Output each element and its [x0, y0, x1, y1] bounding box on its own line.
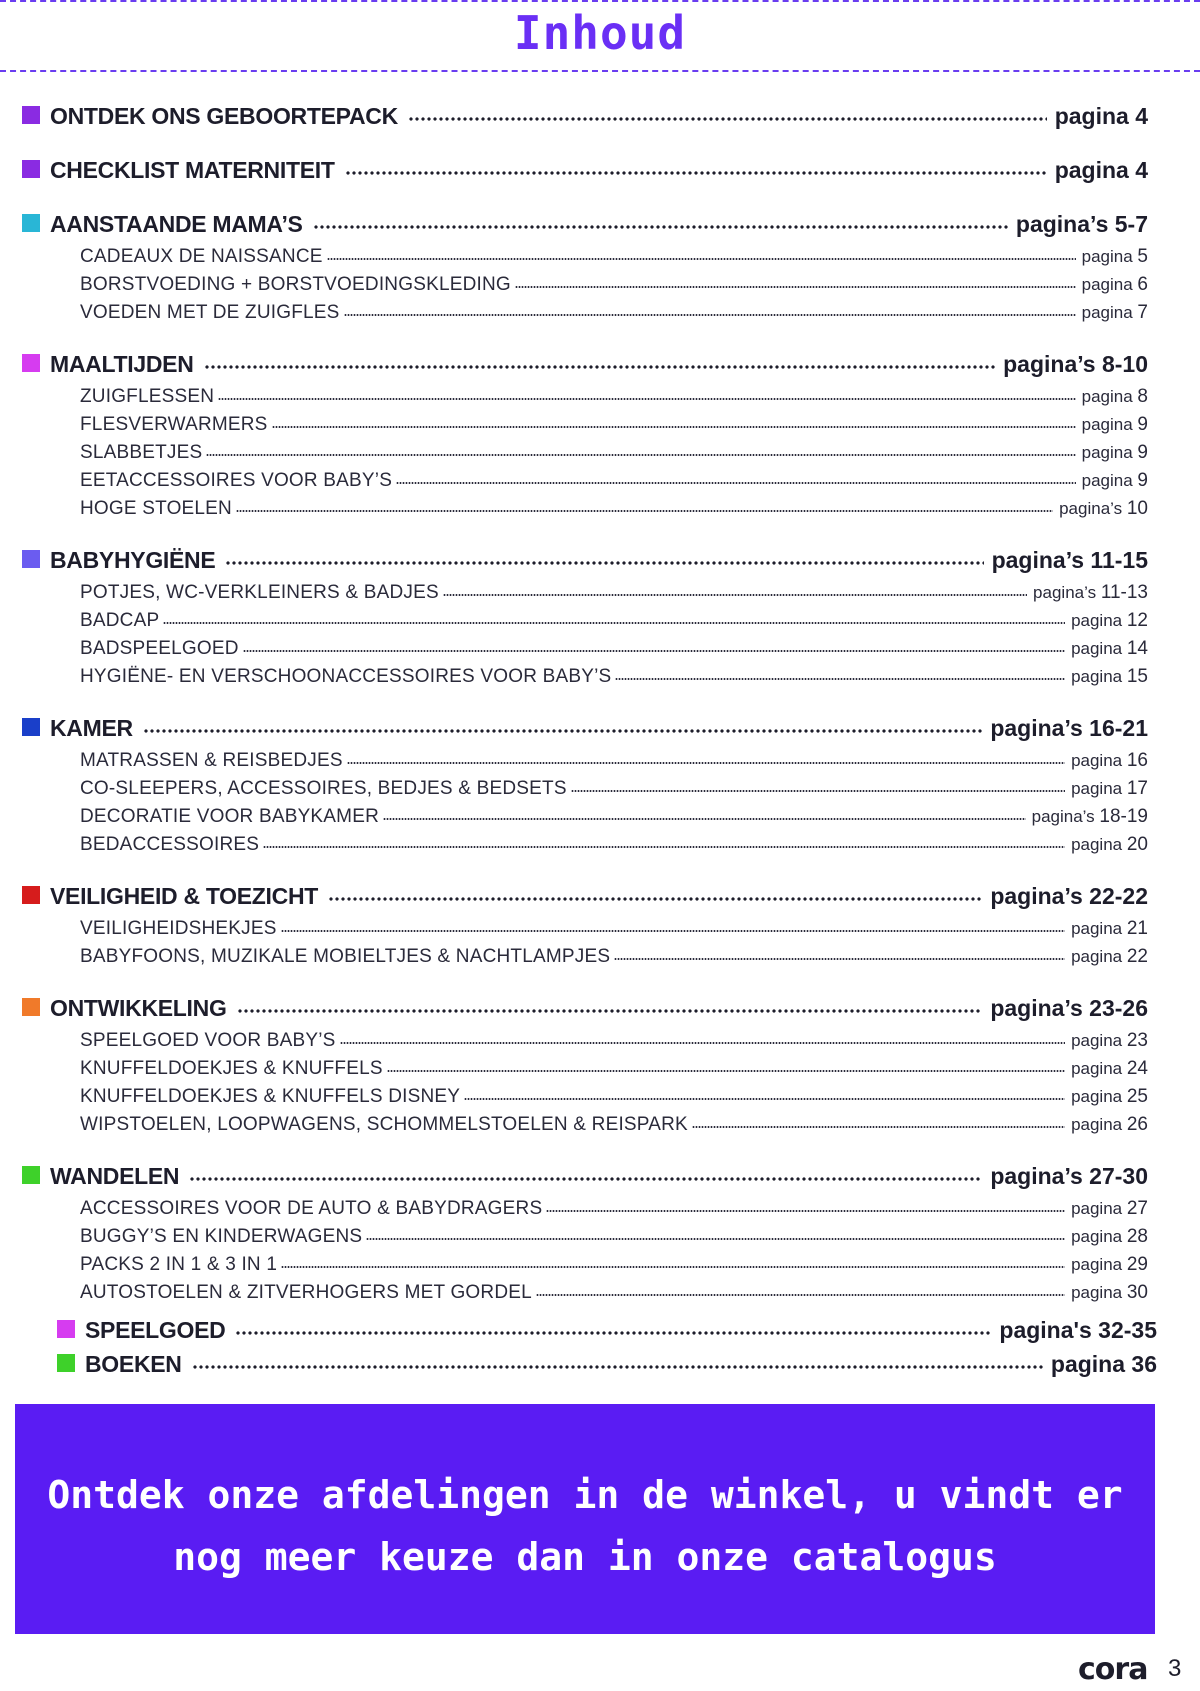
page-label: pagina: [1081, 415, 1133, 434]
section-gap: [0, 1136, 1200, 1160]
page-number-value: 26: [1126, 1114, 1148, 1135]
subsection-page: [1032, 806, 1148, 828]
subsection-page: [1071, 834, 1148, 856]
dot-leader: [344, 313, 1076, 317]
subsection-page: [1033, 582, 1148, 604]
subsection-title: BUGGY’S EN KINDERWAGENS: [80, 1226, 363, 1247]
page-label: pagina: [1071, 751, 1123, 770]
subsection-page: [1071, 1058, 1148, 1080]
subsection-title: VEILIGHEIDSHEKJES: [80, 918, 277, 939]
subsection-list: [0, 380, 1200, 520]
page-label: pagina: [1071, 667, 1123, 686]
dot-leader: [263, 845, 1065, 849]
page-number-value: 30: [1126, 1282, 1148, 1303]
subsection-list: [0, 576, 1200, 688]
subsection-page: [1071, 666, 1148, 688]
subsection-list: [0, 1024, 1200, 1136]
dot-leader: [218, 397, 1075, 401]
subsection-title: BADCAP: [80, 610, 160, 631]
section-square-icon: [22, 106, 40, 124]
subsection-title: MATRASSEN & REISBEDJES: [80, 750, 343, 771]
dot-leader: [236, 509, 1053, 513]
banner-line-1: Ontdek onze afdelingen in de winkel, u vindt er: [47, 1473, 1123, 1517]
cora-logo: cora: [1078, 1652, 1148, 1687]
banner-text: [15, 1464, 1155, 1588]
extra-section-row: [57, 1344, 1157, 1378]
subsection-row: [80, 604, 1148, 632]
subsection-title: VOEDEN MET DE ZUIGFLES: [80, 302, 340, 323]
subsection-title: SLABBETJES: [80, 442, 203, 463]
subsection-page: [1082, 386, 1148, 408]
page-number-value: 24: [1126, 1058, 1148, 1079]
subsection-title: KNUFFELDOEKJES & KNUFFELS: [80, 1058, 383, 1079]
section-title: AANSTAANDE MAMA’S: [50, 211, 303, 237]
subsection-title: POTJES, WC-VERKLEINERS & BADJES: [80, 582, 439, 603]
page-number-value: 9: [1137, 414, 1148, 435]
page-label: pagina: [1071, 947, 1123, 966]
subsection-row: [80, 436, 1148, 464]
page-title: Inhoud: [513, 6, 687, 60]
section-heading-row: [22, 208, 1148, 238]
subsection-row: [80, 464, 1148, 492]
dot-leader: [615, 677, 1065, 681]
subsection-title: WIPSTOELEN, LOOPWAGENS, SCHOMMELSTOELEN & REISPARK: [80, 1114, 688, 1135]
section-gap: [0, 856, 1200, 880]
section-square-icon: [22, 354, 40, 372]
page-label: pagina: [1081, 275, 1133, 294]
subsection-page: [1071, 778, 1148, 800]
subsection-row: [80, 1108, 1148, 1136]
page-number-value: 16: [1126, 750, 1148, 771]
section-gap: [0, 688, 1200, 712]
section-title: ONTWIKKELING: [50, 995, 227, 1021]
subsection-list: [0, 912, 1200, 968]
page-label: pagina: [1071, 1115, 1123, 1134]
subsection-title: PACKS 2 IN 1 & 3 IN 1: [80, 1254, 278, 1275]
subsection-page: [1071, 1198, 1148, 1220]
page-label: pagina: [1071, 1199, 1123, 1218]
page-number: 3: [1168, 1655, 1182, 1682]
section-heading-row: [22, 880, 1148, 910]
subsection-title: FLESVERWARMERS: [80, 414, 268, 435]
page-label: pagina: [1071, 835, 1123, 854]
dot-leader: [225, 560, 983, 566]
subsection-row: [80, 800, 1148, 828]
page-label: pagina: [1081, 471, 1133, 490]
page-number-value: 28: [1126, 1226, 1148, 1247]
page-label: pagina’s: [1031, 807, 1095, 826]
section-page: pagina 4: [1054, 103, 1148, 129]
subsection-page: [1082, 414, 1148, 436]
section-title: KAMER: [50, 715, 133, 741]
section-square-icon: [22, 886, 40, 904]
dot-leader: [243, 649, 1065, 653]
subsection-title: SPEELGOED VOOR BABY’S: [80, 1030, 336, 1051]
page-number-value: 17: [1126, 778, 1148, 799]
promo-banner: [15, 1404, 1155, 1634]
subsection-page: [1071, 638, 1148, 660]
subsection-list: [0, 1192, 1200, 1304]
toc-section: [0, 544, 1200, 688]
subsection-row: [80, 1276, 1148, 1304]
section-heading-row: [22, 100, 1148, 130]
header: [0, 0, 1200, 72]
page-number-value: 25: [1126, 1086, 1148, 1107]
page-number-value: 12: [1126, 610, 1148, 631]
subsection-page: [1082, 246, 1148, 268]
section-square-icon: [22, 718, 40, 736]
dot-leader: [396, 481, 1076, 485]
toc-section: [0, 154, 1200, 184]
page-label: pagina: [1071, 1059, 1123, 1078]
dot-leader: [443, 593, 1027, 597]
dot-leader: [571, 789, 1065, 793]
subsection-row: [80, 744, 1148, 772]
page-number-value: 9: [1137, 470, 1148, 491]
subsection-row: [80, 296, 1148, 324]
section-gap: [0, 184, 1200, 208]
section-square-icon: [22, 998, 40, 1016]
subsection-title: BABYFOONS, MUZIKALE MOBIELTJES & NACHTLAMPJES: [80, 946, 611, 967]
toc-section: [0, 100, 1200, 130]
page-number-value: 27: [1126, 1198, 1148, 1219]
subsection-list: [0, 240, 1200, 324]
section-title: SPEELGOED: [85, 1317, 226, 1343]
dot-leader: [614, 957, 1065, 961]
subsection-title: DECORATIE VOOR BABYKAMER: [80, 806, 380, 827]
page-number-value: 29: [1126, 1254, 1148, 1275]
section-page: pagina’s 23-26: [990, 995, 1148, 1021]
section-page: pagina 36: [1050, 1351, 1157, 1377]
section-heading-row: [22, 992, 1148, 1022]
dot-leader: [515, 285, 1076, 289]
section-square-icon: [22, 214, 40, 232]
subsection-page: [1071, 1114, 1148, 1136]
toc-section: [0, 1160, 1200, 1304]
page-label: pagina: [1081, 387, 1133, 406]
dot-leader: [328, 896, 982, 902]
subsection-title: HYGIËNE- EN VERSCHOONACCESSOIRES VOOR BABY’S: [80, 666, 612, 687]
section-page: pagina's 32-35: [999, 1317, 1157, 1343]
table-of-contents: [0, 100, 1200, 1304]
subsection-title: CO-SLEEPERS, ACCESSOIRES, BEDJES & BEDSETS: [80, 778, 567, 799]
section-page: pagina’s 8-10: [1003, 351, 1148, 377]
subsection-title: ZUIGFLESSEN: [80, 386, 215, 407]
toc-section: [0, 992, 1200, 1136]
dot-leader: [204, 364, 996, 370]
subsection-row: [80, 772, 1148, 800]
page-number-value: 20: [1126, 834, 1148, 855]
page-number-value: 18-19: [1099, 806, 1148, 827]
page-label: pagina’s: [1059, 499, 1123, 518]
dot-leader: [387, 1069, 1065, 1073]
dot-leader: [281, 1265, 1065, 1269]
subsection-page: [1071, 1282, 1148, 1304]
subsection-title: BORSTVOEDING + BORSTVOEDINGSKLEDING: [80, 274, 511, 295]
subsection-row: [80, 912, 1148, 940]
page-number-value: 21: [1126, 918, 1148, 939]
subsection-page: [1071, 1086, 1148, 1108]
page-number-value: 9: [1137, 442, 1148, 463]
subsection-page: [1082, 470, 1148, 492]
page-number-value: 11-13: [1100, 582, 1148, 603]
page-label: pagina: [1071, 1031, 1123, 1050]
subsection-row: [80, 380, 1148, 408]
extra-sections: [0, 1310, 1200, 1378]
section-heading-row: [22, 712, 1148, 742]
dot-leader: [235, 1330, 991, 1336]
section-page: pagina 4: [1054, 157, 1148, 183]
subsection-row: [80, 1052, 1148, 1080]
dot-leader: [163, 621, 1065, 625]
subsection-row: [80, 660, 1148, 688]
subsection-row: [80, 240, 1148, 268]
dot-leader: [366, 1237, 1065, 1241]
section-square-icon: [22, 1166, 40, 1184]
section-square-icon: [22, 550, 40, 568]
page-label: pagina: [1071, 779, 1123, 798]
section-heading-row: [22, 544, 1148, 574]
subsection-row: [80, 632, 1148, 660]
subsection-page: [1071, 946, 1148, 968]
dot-leader: [692, 1125, 1065, 1129]
page-label: pagina: [1071, 1227, 1123, 1246]
subsection-title: KNUFFELDOEKJES & KNUFFELS DISNEY: [80, 1086, 461, 1107]
section-title: VEILIGHEID & TOEZICHT: [50, 883, 319, 909]
subsection-row: [80, 1192, 1148, 1220]
subsection-row: [80, 408, 1148, 436]
section-square-icon: [22, 160, 40, 178]
dot-leader: [189, 1176, 982, 1182]
subsection-row: [80, 268, 1148, 296]
section-page: pagina’s 11-15: [991, 547, 1148, 573]
subsection-row: [80, 1024, 1148, 1052]
dot-leader: [327, 257, 1076, 261]
dot-leader: [340, 1041, 1066, 1045]
section-title: BABYHYGIËNE: [50, 547, 216, 573]
dot-leader: [313, 224, 1008, 230]
dot-leader: [143, 728, 982, 734]
subsection-page: [1059, 498, 1148, 520]
dot-leader: [237, 1008, 983, 1014]
section-gap: [0, 324, 1200, 348]
subsection-row: [80, 492, 1148, 520]
page-number-value: 14: [1126, 638, 1148, 659]
section-page: pagina’s 27-30: [990, 1163, 1148, 1189]
section-heading-row: [22, 154, 1148, 184]
page-number-value: 10: [1126, 498, 1148, 519]
section-page: pagina’s 16-21: [990, 715, 1148, 741]
page-label: pagina’s: [1033, 583, 1097, 602]
dot-leader: [345, 170, 1047, 176]
subsection-page: [1082, 442, 1148, 464]
dot-leader: [281, 929, 1065, 933]
dot-leader: [546, 1209, 1065, 1213]
dot-leader: [536, 1293, 1065, 1297]
subsection-title: CADEAUX DE NAISSANCE: [80, 246, 323, 267]
page-label: pagina: [1071, 1283, 1123, 1302]
extra-section-row: [57, 1310, 1157, 1344]
subsection-page: [1082, 274, 1148, 296]
toc-section: [0, 712, 1200, 856]
subsection-title: ACCESSOIRES VOOR DE AUTO & BABYDRAGERS: [80, 1198, 543, 1219]
toc-section: [0, 208, 1200, 324]
dot-leader: [206, 453, 1075, 457]
section-square-icon: [57, 1320, 75, 1338]
section-title: WANDELEN: [50, 1163, 180, 1189]
subsection-title: BADSPEELGOED: [80, 638, 239, 659]
page-number-value: 15: [1126, 666, 1148, 687]
subsection-title: BEDACCESSOIRES: [80, 834, 260, 855]
subsection-list: [0, 744, 1200, 856]
banner-line-2: nog meer keuze dan in onze catalogus: [173, 1535, 997, 1579]
dot-leader: [408, 116, 1047, 122]
subsection-page: [1071, 1254, 1148, 1276]
section-square-icon: [57, 1354, 75, 1372]
subsection-row: [80, 940, 1148, 968]
subsection-row: [80, 1220, 1148, 1248]
page-number-value: 5: [1137, 246, 1148, 267]
section-heading-row: [22, 348, 1148, 378]
page-label: pagina: [1081, 247, 1133, 266]
subsection-page: [1071, 918, 1148, 940]
section-page: pagina’s 22-22: [990, 883, 1148, 909]
section-heading-row: [22, 1160, 1148, 1190]
page-label: pagina: [1071, 1255, 1123, 1274]
section-title: BOEKEN: [85, 1351, 182, 1377]
page-number-value: 7: [1137, 302, 1148, 323]
section-title: CHECKLIST MATERNITEIT: [50, 157, 335, 183]
page-label: pagina: [1071, 611, 1123, 630]
dot-leader: [347, 761, 1065, 765]
subsection-page: [1071, 750, 1148, 772]
subsection-title: EETACCESSOIRES VOOR BABY’S: [80, 470, 393, 491]
subsection-page: [1071, 1030, 1148, 1052]
section-page: pagina’s 5-7: [1015, 211, 1148, 237]
page-label: pagina: [1081, 303, 1133, 322]
dot-leader: [192, 1364, 1043, 1370]
section-gap: [0, 520, 1200, 544]
section-title: ONTDEK ONS GEBOORTEPACK: [50, 103, 398, 129]
subsection-row: [80, 576, 1148, 604]
section-title: MAALTIJDEN: [50, 351, 194, 377]
section-gap: [0, 130, 1200, 154]
toc-section: [0, 880, 1200, 968]
subsection-title: AUTOSTOELEN & ZITVERHOGERS MET GORDEL: [80, 1282, 532, 1303]
page-number-value: 6: [1137, 274, 1148, 295]
subsection-title: HOGE STOELEN: [80, 498, 232, 519]
dot-leader: [383, 817, 1026, 821]
page-number-value: 23: [1126, 1030, 1148, 1051]
page-label: pagina: [1071, 639, 1123, 658]
subsection-page: [1071, 1226, 1148, 1248]
subsection-row: [80, 1248, 1148, 1276]
dot-leader: [464, 1097, 1065, 1101]
section-gap: [0, 968, 1200, 992]
dot-leader: [272, 425, 1076, 429]
page-number-value: 22: [1126, 946, 1148, 967]
page-number-value: 8: [1137, 386, 1148, 407]
subsection-page: [1082, 302, 1148, 324]
subsection-row: [80, 1080, 1148, 1108]
subsection-row: [80, 828, 1148, 856]
subsection-page: [1071, 610, 1148, 632]
page-label: pagina: [1071, 919, 1123, 938]
page-label: pagina: [1081, 443, 1133, 462]
page-label: pagina: [1071, 1087, 1123, 1106]
toc-section: [0, 348, 1200, 520]
